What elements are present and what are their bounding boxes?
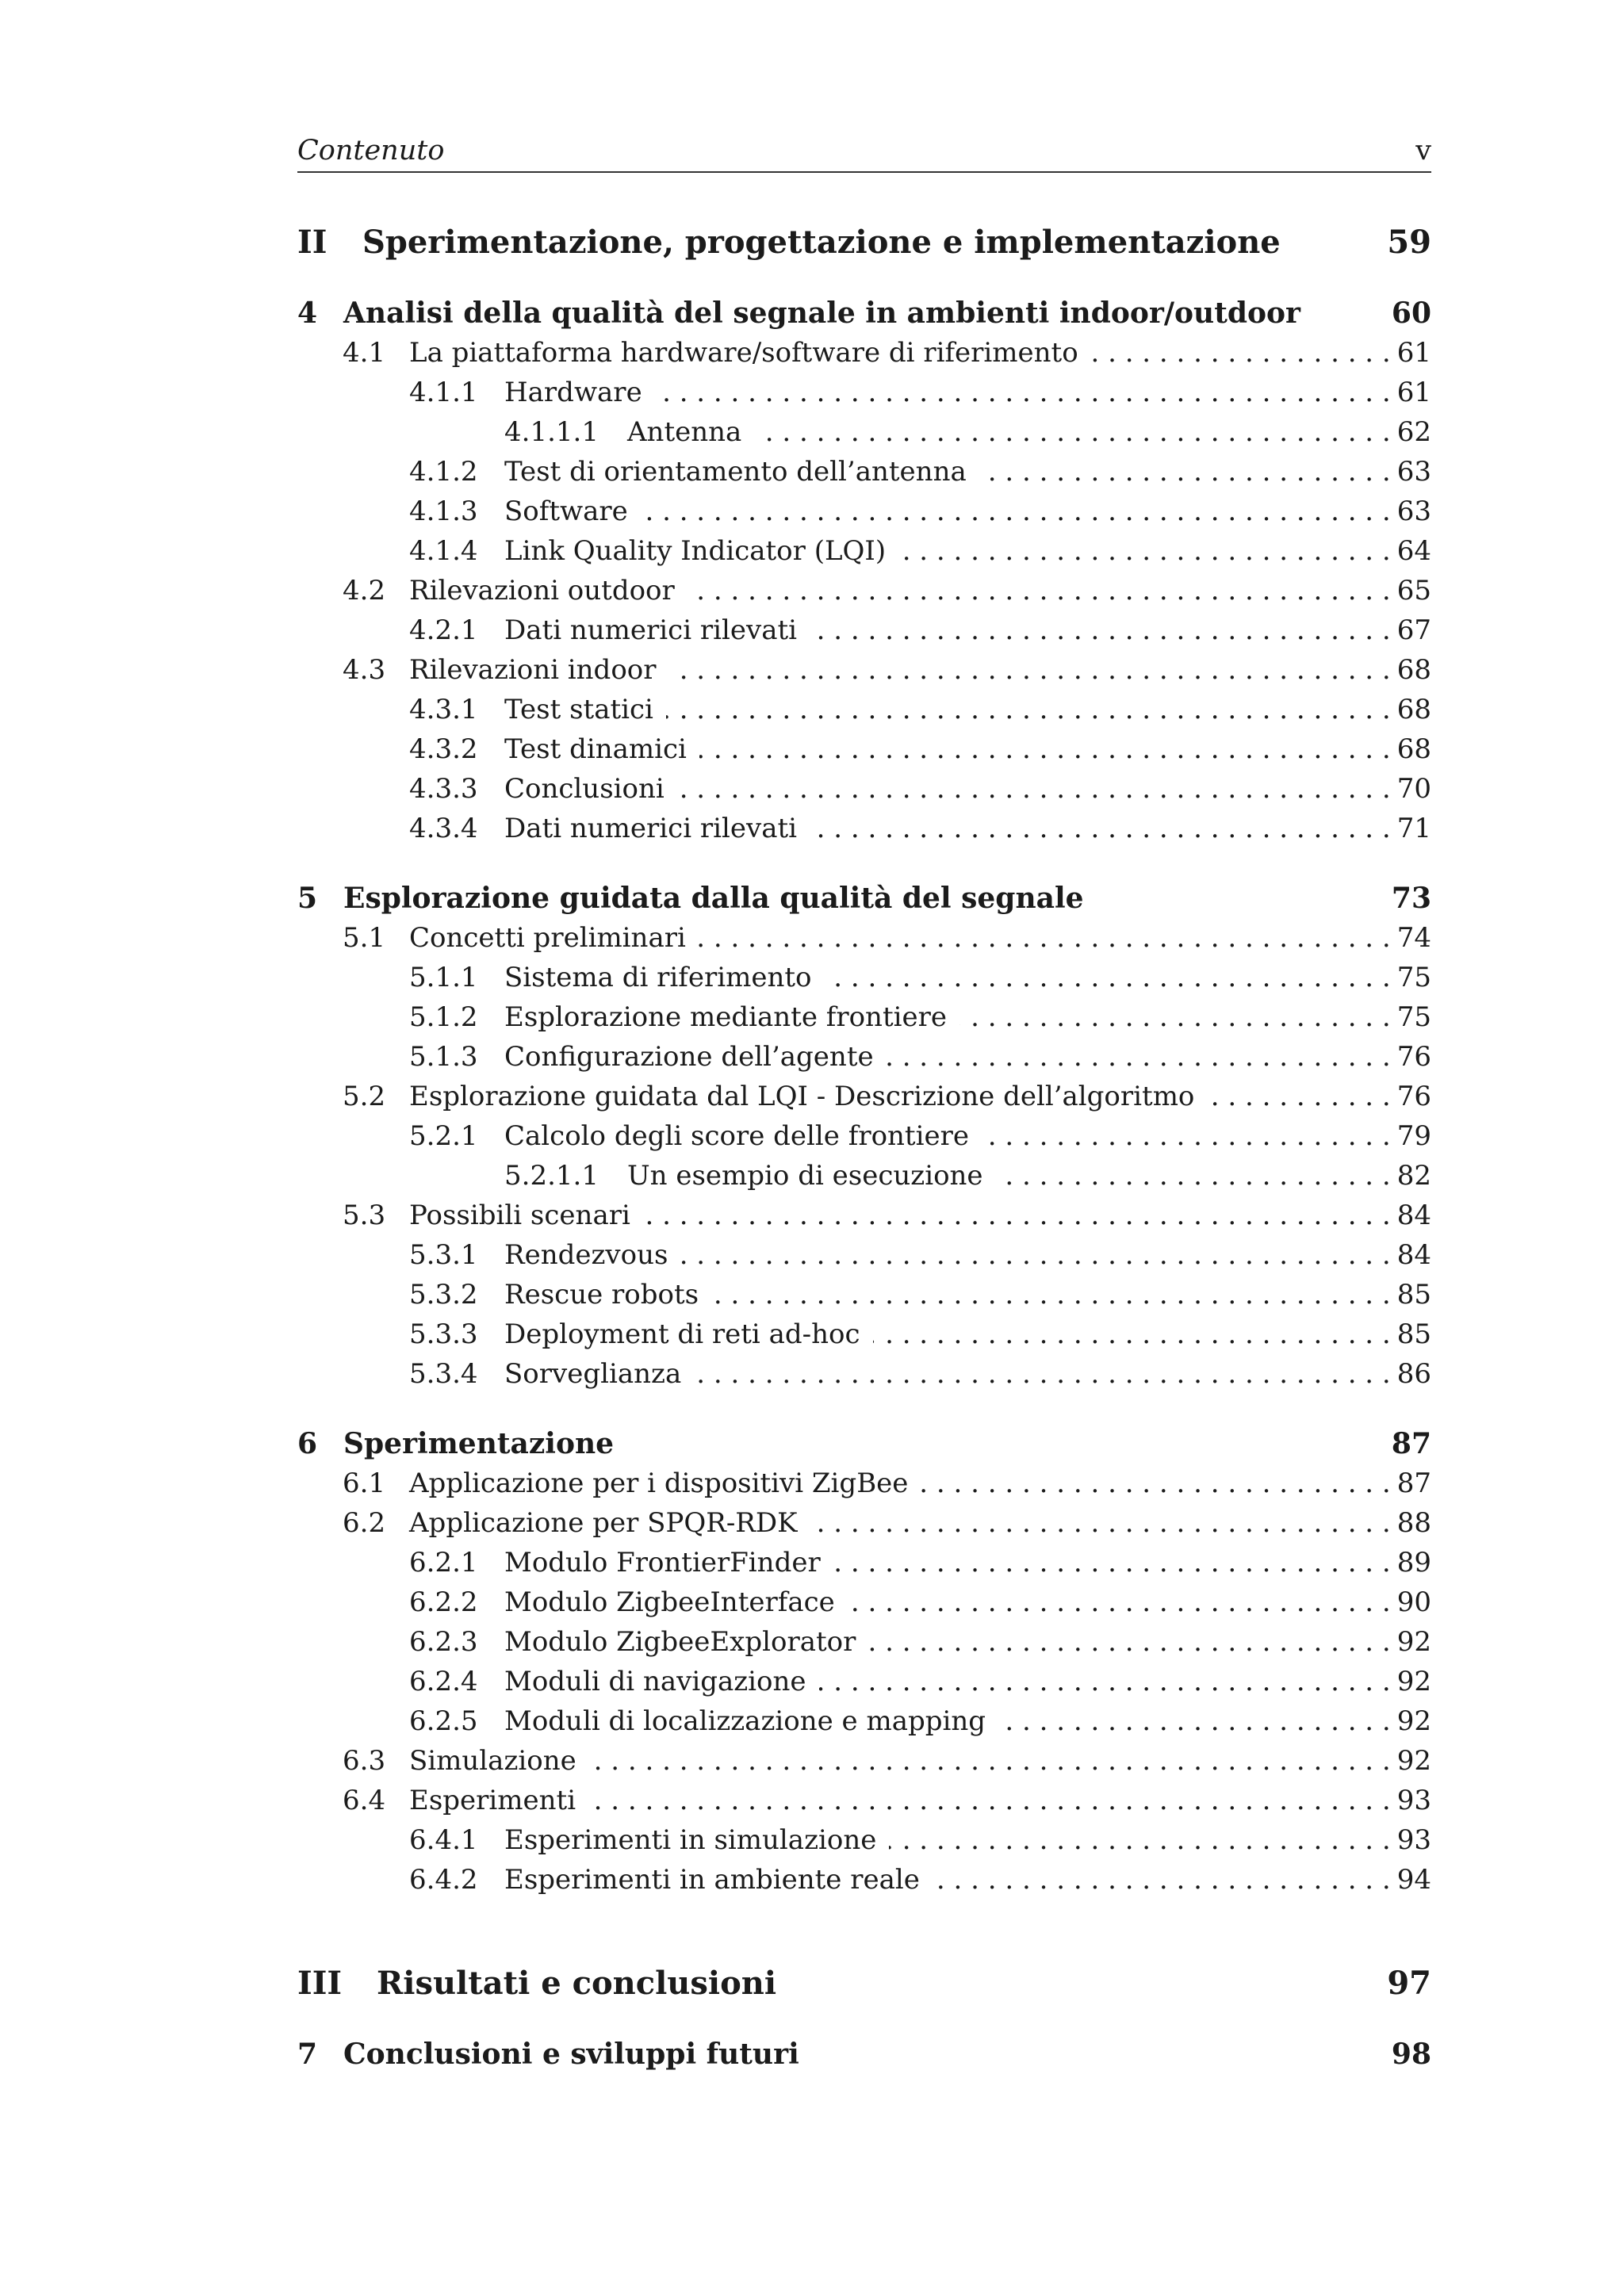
chapter-page: 87: [1391, 1427, 1431, 1460]
entry-page: 76: [1396, 1081, 1431, 1112]
entry-page: 61: [1396, 337, 1431, 369]
leader-dots: [641, 492, 1391, 531]
part-number: II: [297, 224, 327, 261]
entry-page: 92: [1396, 1626, 1431, 1658]
chapter-page: 98: [1391, 2038, 1431, 2071]
toc-entry[interactable]: [297, 1582, 1431, 1622]
leader-dots: [688, 571, 1391, 610]
entry-page: 68: [1396, 694, 1431, 725]
leader-dots: [833, 1543, 1391, 1582]
toc-chapter-7[interactable]: [297, 2034, 1431, 2074]
toc-entry[interactable]: [297, 918, 1431, 958]
entry-number: 5.1: [343, 922, 386, 954]
entry-number: 6.2.5: [409, 1705, 478, 1737]
part-title: Risultati e conclusioni: [377, 1965, 777, 2002]
toc-entry[interactable]: [297, 1503, 1431, 1543]
part-number: III: [297, 1965, 343, 2002]
entry-page: 93: [1396, 1785, 1431, 1816]
entry-page: 92: [1396, 1666, 1431, 1697]
toc-entry[interactable]: [297, 373, 1431, 412]
toc-entry[interactable]: [297, 1314, 1431, 1354]
toc-entry[interactable]: [297, 333, 1431, 373]
entry-number: 6.4.2: [409, 1864, 478, 1896]
entry-page: 90: [1396, 1586, 1431, 1618]
leader-dots: [810, 809, 1391, 848]
entry-page: 89: [1396, 1547, 1431, 1578]
entry-title: Rendezvous: [504, 1239, 668, 1271]
entry-title: Link Quality Indicator (LQI): [504, 535, 887, 567]
entry-number: 5.2.1: [409, 1120, 478, 1152]
entry-number: 6.2.2: [409, 1586, 478, 1618]
entry-number: 6.4: [343, 1785, 386, 1816]
entry-title: Antenna: [627, 416, 742, 448]
chapter-title: Conclusioni e sviluppi futuri: [343, 2038, 799, 2071]
toc-part-ii[interactable]: [297, 219, 1431, 266]
toc-entry[interactable]: [297, 1662, 1431, 1701]
chapter-title: Sperimentazione: [343, 1427, 615, 1460]
entry-title: Esperimenti in ambiente reale: [504, 1864, 920, 1896]
entry-page: 93: [1396, 1824, 1431, 1856]
entry-number: 5.1.2: [409, 1001, 478, 1033]
chapter-number: 5: [297, 882, 318, 915]
leader-dots: [873, 1314, 1391, 1354]
entry-page: 63: [1396, 496, 1431, 527]
entry-number: 5.3.2: [409, 1279, 478, 1311]
leader-dots: [711, 1275, 1391, 1314]
leader-dots: [898, 531, 1391, 571]
leader-dots: [677, 769, 1391, 809]
toc-entry[interactable]: [297, 1037, 1431, 1077]
entry-number: 5.3: [343, 1200, 386, 1231]
entry-title: Applicazione per i dispositivi ZigBee: [409, 1468, 909, 1499]
leader-dots: [921, 1464, 1390, 1503]
entry-title: Sorveglianza: [504, 1358, 682, 1390]
toc-page: [297, 0, 1431, 2296]
entry-page: 68: [1396, 733, 1431, 765]
toc-chapter-6[interactable]: [297, 1424, 1431, 1464]
entry-number: 5.3.3: [409, 1318, 478, 1350]
toc-entry[interactable]: [297, 452, 1431, 492]
toc-entry[interactable]: [297, 650, 1431, 690]
entry-title: Dati numerici rilevati: [504, 813, 798, 844]
entry-number: 4.3.3: [409, 773, 478, 805]
entry-title: Simulazione: [409, 1745, 576, 1777]
leader-dots: [998, 1701, 1391, 1741]
entry-number: 4.1.1.1: [504, 416, 599, 448]
toc-entry[interactable]: [297, 1820, 1431, 1860]
entry-number: 6.4.1: [409, 1824, 478, 1856]
entry-page: 68: [1396, 654, 1431, 686]
chapter-number: 7: [297, 2038, 318, 2071]
entry-title: Moduli di navigazione: [504, 1666, 806, 1697]
entry-title: Un esempio di esecuzione: [627, 1160, 983, 1192]
entry-number: 4.3: [343, 654, 386, 686]
entry-page: 62: [1396, 416, 1431, 448]
toc-entry[interactable]: [297, 769, 1431, 809]
leader-dots: [933, 1860, 1391, 1900]
leader-dots: [810, 610, 1391, 650]
entry-title: Test statici: [504, 694, 653, 725]
entry-title: Rilevazioni outdoor: [409, 575, 675, 607]
entry-number: 4.3.4: [409, 813, 478, 844]
entry-number: 5.3.4: [409, 1358, 478, 1390]
entry-title: Modulo ZigbeeExplorator: [504, 1626, 856, 1658]
toc-entry[interactable]: [297, 1701, 1431, 1741]
entry-page: 76: [1396, 1041, 1431, 1073]
entry-number: 5.2: [343, 1081, 386, 1112]
entry-title: Concetti preliminari: [409, 922, 686, 954]
toc-entry[interactable]: [297, 1156, 1431, 1196]
entry-title: Modulo FrontierFinder: [504, 1547, 821, 1578]
entry-page: 85: [1396, 1318, 1431, 1350]
leader-dots: [699, 918, 1391, 958]
toc-entry[interactable]: [297, 997, 1431, 1037]
entry-title: Dati numerici rilevati: [504, 614, 798, 646]
toc-entry[interactable]: [297, 1354, 1431, 1394]
entry-title: Esperimenti: [409, 1785, 576, 1816]
entry-number: 5.1.3: [409, 1041, 478, 1073]
toc-entry[interactable]: [297, 1116, 1431, 1156]
leader-dots: [819, 1662, 1391, 1701]
entry-number: 6.2.1: [409, 1547, 478, 1578]
toc-entry[interactable]: [297, 1860, 1431, 1900]
entry-title: Esperimenti in simulazione: [504, 1824, 877, 1856]
entry-page: 88: [1396, 1507, 1431, 1539]
chapter-title: Esplorazione guidata dalla qualità del segnale: [343, 882, 1084, 915]
chapter-page: 60: [1391, 297, 1431, 330]
entry-page: 71: [1396, 813, 1431, 844]
entry-page: 74: [1396, 922, 1431, 954]
leader-dots: [959, 997, 1391, 1037]
toc-entry[interactable]: [297, 492, 1431, 531]
entry-title: Test di orientamento dell’antenna: [504, 456, 967, 488]
entry-page: 61: [1396, 377, 1431, 408]
entry-page: 86: [1396, 1358, 1431, 1390]
entry-number: 5.2.1.1: [504, 1160, 599, 1192]
leader-dots: [1091, 333, 1391, 373]
leader-dots: [996, 1156, 1391, 1196]
entry-number: 6.2.3: [409, 1626, 478, 1658]
leader-dots: [982, 1116, 1391, 1156]
entry-title: Test dinamici: [504, 733, 687, 765]
toc-entry[interactable]: [297, 610, 1431, 650]
toc-entry[interactable]: [297, 1781, 1431, 1820]
toc-entry[interactable]: [297, 1543, 1431, 1582]
entry-page: 82: [1396, 1160, 1431, 1192]
leader-dots: [848, 1582, 1391, 1622]
chapter-page: 73: [1391, 882, 1431, 915]
entry-page: 65: [1396, 575, 1431, 607]
toc-entry[interactable]: [297, 1622, 1431, 1662]
leader-dots: [699, 729, 1391, 769]
leader-dots: [655, 373, 1391, 412]
toc-entry[interactable]: [297, 571, 1431, 610]
toc-entry[interactable]: [297, 690, 1431, 729]
entry-page: 87: [1396, 1468, 1431, 1499]
toc-entry[interactable]: [297, 729, 1431, 769]
entry-title: La piattaforma hardware/software di riferimento: [409, 337, 1078, 369]
leader-dots: [1207, 1077, 1390, 1116]
leader-dots: [754, 412, 1390, 452]
entry-page: 75: [1396, 962, 1431, 993]
entry-title: Modulo ZigbeeInterface: [504, 1586, 835, 1618]
leader-dots: [694, 1354, 1391, 1394]
entry-title: Moduli di localizzazione e mapping: [504, 1705, 986, 1737]
entry-page: 79: [1396, 1120, 1431, 1152]
entry-number: 4.3.1: [409, 694, 478, 725]
toc-entry[interactable]: [297, 531, 1431, 571]
toc-entry[interactable]: [297, 412, 1431, 452]
toc-entry[interactable]: [297, 809, 1431, 848]
leader-dots: [810, 1503, 1391, 1543]
entry-page: 84: [1396, 1239, 1431, 1271]
entry-number: 6.1: [343, 1468, 386, 1499]
toc-entry[interactable]: [297, 1077, 1431, 1116]
entry-number: 4.1.1: [409, 377, 478, 408]
leader-dots: [589, 1741, 1391, 1781]
entry-page: 84: [1396, 1200, 1431, 1231]
entry-page: 92: [1396, 1705, 1431, 1737]
chapter-number: 4: [297, 297, 318, 330]
leader-dots: [669, 650, 1391, 690]
toc-entry[interactable]: [297, 1464, 1431, 1503]
entry-page: 85: [1396, 1279, 1431, 1311]
entry-title: Hardware: [504, 377, 642, 408]
entry-number: 4.3.2: [409, 733, 478, 765]
chapter-title: Analisi della qualità del segnale in ambienti indoor/outdoor: [343, 297, 1301, 330]
entry-number: 4.2: [343, 575, 386, 607]
leader-dots: [588, 1781, 1391, 1820]
entry-page: 67: [1396, 614, 1431, 646]
leader-dots: [666, 690, 1391, 729]
running-head: [297, 133, 1431, 173]
part-page: 59: [1387, 224, 1431, 261]
entry-page: 64: [1396, 535, 1431, 567]
running-head-page-number: v: [1415, 135, 1431, 166]
entry-title: Applicazione per SPQR-RDK: [409, 1507, 798, 1539]
entry-number: 6.3: [343, 1745, 386, 1777]
leader-dots: [825, 958, 1391, 997]
entry-number: 4.1.4: [409, 535, 478, 567]
entry-page: 94: [1396, 1864, 1431, 1896]
entry-title: Calcolo degli score delle frontiere: [504, 1120, 969, 1152]
entry-number: 5.1.1: [409, 962, 478, 993]
entry-page: 63: [1396, 456, 1431, 488]
entry-title: Possibili scenari: [409, 1200, 630, 1231]
entry-title: Sistema di riferimento: [504, 962, 812, 993]
entry-title: Deployment di reti ad-hoc: [504, 1318, 860, 1350]
leader-dots: [979, 452, 1391, 492]
toc-entry[interactable]: [297, 958, 1431, 997]
toc-chapter-4[interactable]: [297, 293, 1431, 333]
leader-dots: [680, 1235, 1390, 1275]
toc-chapter-5[interactable]: [297, 878, 1431, 918]
entry-title: Conclusioni: [504, 773, 665, 805]
toc-entry[interactable]: [297, 1275, 1431, 1314]
leader-dots: [868, 1622, 1390, 1662]
entry-title: Esplorazione mediante frontiere: [504, 1001, 947, 1033]
entry-page: 92: [1396, 1745, 1431, 1777]
chapter-number: 6: [297, 1427, 318, 1460]
entry-title: Rilevazioni indoor: [409, 654, 657, 686]
toc-entry[interactable]: [297, 1741, 1431, 1781]
part-title: Sperimentazione, progettazione e implementazione: [362, 224, 1281, 261]
part-page: 97: [1387, 1965, 1431, 2002]
running-head-title: Contenuto: [297, 135, 445, 166]
entry-number: 4.2.1: [409, 614, 478, 646]
entry-number: 6.2: [343, 1507, 386, 1539]
leader-dots: [889, 1820, 1390, 1860]
entry-title: Rescue robots: [504, 1279, 699, 1311]
toc-entry[interactable]: [297, 1235, 1431, 1275]
toc-entry[interactable]: [297, 1196, 1431, 1235]
entry-number: 4.1: [343, 337, 386, 369]
entry-page: 75: [1396, 1001, 1431, 1033]
entry-number: 6.2.4: [409, 1666, 478, 1697]
toc-part-iii[interactable]: [297, 1960, 1431, 2007]
entry-title: Esplorazione guidata dal LQI - Descrizione dell’algoritmo: [409, 1081, 1195, 1112]
entry-title: Configurazione dell’agente: [504, 1041, 874, 1073]
entry-number: 5.3.1: [409, 1239, 478, 1271]
entry-number: 4.1.3: [409, 496, 478, 527]
leader-dots: [643, 1196, 1391, 1235]
entry-page: 70: [1396, 773, 1431, 805]
leader-dots: [887, 1037, 1391, 1077]
entry-title: Software: [504, 496, 628, 527]
entry-number: 4.1.2: [409, 456, 478, 488]
